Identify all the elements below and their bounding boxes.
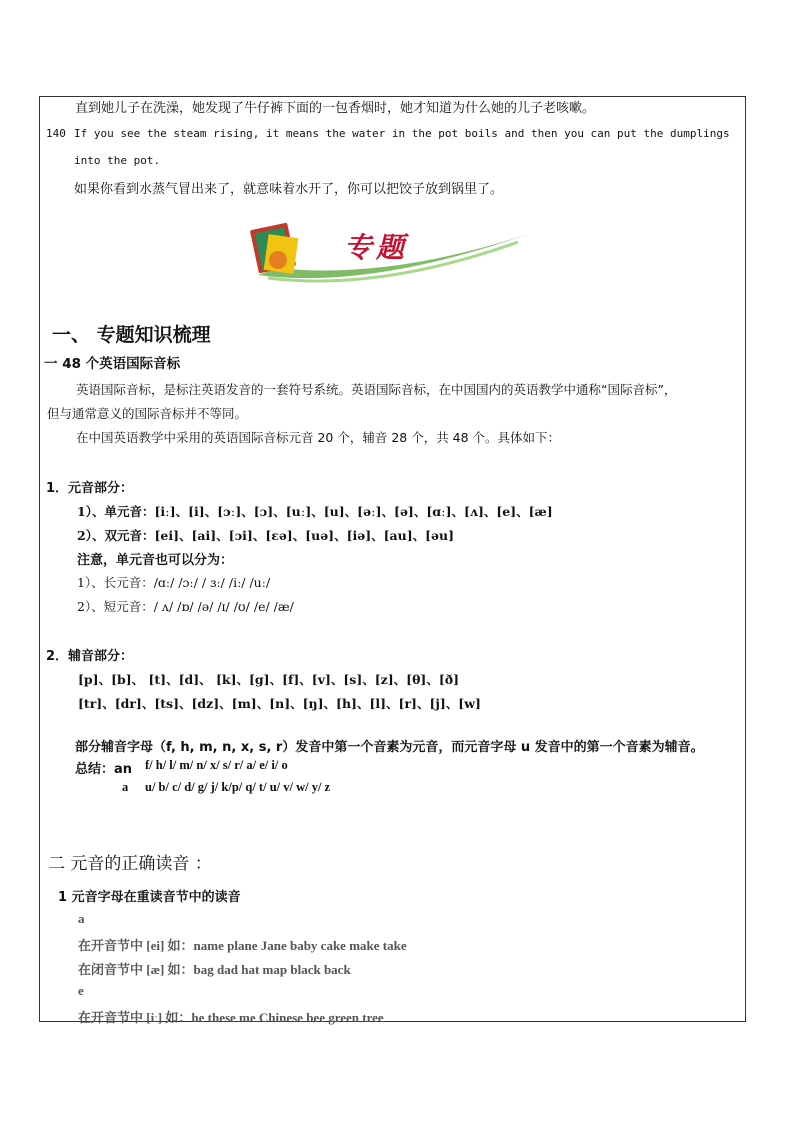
letter-a: a [78,911,85,926]
long-vowels: 1）、长元音：/ɑː/ /ɔː/ / ɜː/ /iː/ /uː/ [77,575,271,590]
a-closed-syllable: 在闭音节中 [æ] 如：bag dad hat map black back [78,962,351,977]
diphthongs: 2）、双元音：[ei]、[ai]、[ɔi]、[ɛə]、[uə]、[iə]、[au]、[əu] [77,528,455,543]
short-vowels: 2）、短元音：/ ʌ/ /ɒ/ /ə/ /ɪ/ /ʊ/ /e/ /æ/ [77,599,294,614]
sentence-translation: 直到她儿子在洗澡，她发现了牛仔裤下面的一包香烟时，她才知道为什么她的儿子老咳嗽。 [75,101,596,116]
topic-banner [248,220,530,292]
sentence-english: If you see the steam rising, it means the water in the pot boils and then you can put the dumplings [74,127,730,140]
consonant-heading: 2．辅音部分： [46,649,134,664]
paragraph-1b: 但与通常意义的国际音标并不等同。 [47,406,248,421]
banner-title: 专题 [344,231,409,264]
letter-e: e [78,983,84,998]
summary-an-list: f/ h/ l/ m/ n/ x/ s/ r/ a/ e/ i/ o [145,758,288,772]
section-title-1: 一、 专题知识梳理 [52,324,211,346]
section-title-2: 二 元音的正确读音 ： [48,854,212,874]
summary-label: 总结：an [75,762,133,777]
book-icon [250,223,299,274]
vowel-heading: 1．元音部分： [46,481,134,496]
sentence-number: 140 [46,127,66,140]
paragraph-2: 在中国英语教学中采用的英语国际音标元音 20 个，辅音 28 个，共 48 个。具体如下： [76,430,561,445]
section-2-sub: 1 元音字母在重读音节中的读音 [58,890,241,905]
note-text: 注意，单元音也可以分为： [77,553,234,568]
e-open-syllable: 在开音节中 [iː] 如：he these me Chinese bee green tree [78,1010,384,1025]
monophthongs: 1）、单元音：[iː]、[i]、[ɔː]、[ɔ]、[uː]、[u]、[əː]、[ə]、[ɑː]、[ʌ]、[e]、[æ] [77,504,553,519]
a-open-syllable: 在开音节中 [ei] 如：name plane Jane baby cake make take [78,938,407,953]
consonants-row-1: [p]、[b]、 [t]、[d]、 [k]、[g]、[f]、[v]、[s]、[z]、[θ]、[ð] [78,672,459,687]
sentence-english-cont: into the pot. [74,154,161,167]
summary-a-label: a [122,780,129,794]
subsection-title: 一 48 个英语国际音标 [44,356,181,372]
consonant-rule: 部分辅音字母（f, h, m, n, x, s, r）发音中第一个音素为元音，而元音字母 u 发音中的第一个音素为辅音。 [75,740,704,755]
consonants-row-2: [tr]、[dr]、[ts]、[dz]、[m]、[n]、[ŋ]、[h]、[l]、[r]、[j]、[w] [78,696,481,711]
paragraph-1a: 英语国际音标，是标注英语发音的一套符号系统。英语国际音标，在中国国内的英语教学中通称“国际音标”， [76,382,677,397]
sentence-translation-2: 如果你看到水蒸气冒出来了，就意味着水开了，你可以把饺子放到锅里了。 [74,182,504,197]
summary-a-list: u/ b/ c/ d/ g/ j/ k/p/ q/ t/ u/ v/ w/ y/ z [145,780,331,794]
